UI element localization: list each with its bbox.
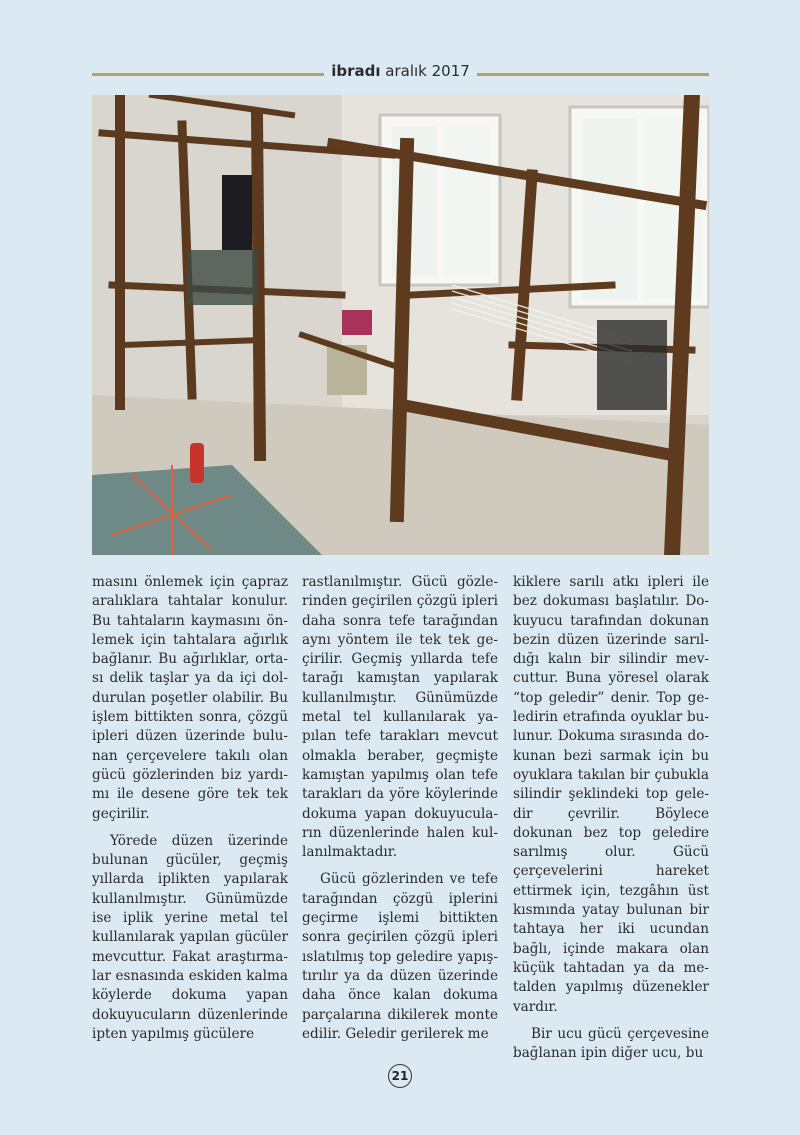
paragraph: kiklere sarılı atkı ipleri ile bez dokuması başlatılır. Dokuyucu tarafından dokunan bezin düzen üzerinde sarıldığı kalın bir silindir mevcuttur. Buna yöresel olarak “top geledir” denir. Top geledirin etrafında oyuklar bulunur. Dokuma sırasında dokunan bezi sarmak için bu oyuklara takılan bir çubukla silindir şeklindeki top geledir çevrilir. Böylece dokunan bez top geledire sarılmış olur. Gücü çerçevelerini hareket ettirmek için, tezgâhın üst kısmında yatay bulunan bir tahtaya her iki ucundan bağlı, içinde makara olan küçük tahtadan ya da metalden yapılmış düzenekler vardır.: [513, 574, 709, 1015]
text-column-2: [302, 573, 498, 1044]
paragraph: Yörede düzen üzerinde bulunan gücüler, geçmiş yıllarda iplikten yapılarak kullanılmıştır. Günümüzde ise iplik yerine metal tel kullanılarak yapılan gücüler mevcuttur. Fakat araştırmalar esnasında eskiden kalma köylerde dokuma yapan dokuyucuların düzenlerinde ipten yapılmış gücülere: [92, 832, 288, 1042]
paragraph: Gücü gözlerinden ve tefe tarağından çözgü iplerini geçirme işlemi bittikten sonra geçirilen çözgü ipleri ıslatılmış top geledire yapıştırılır ya da düzen üzerinde daha önce kalan dokuma parçalarına dikilerek monte edilir. Geledir gerilerek me: [302, 871, 498, 1042]
text-column-3: [513, 573, 709, 1063]
paragraph: masını önlemek için çapraz aralıklara tahtalar konulur. Bu tahtaların kaymasını önlemek için tahtalara ağırlık bağlanır. Bu ağırlıklar, ortası delik taşlar ya da içi doldurulan poşetler olabilir. Bu işlem bittikten sonra, çözgü ipleri düzen üzerinde bulunan çerçevelere takılı olan gücü gözlerinden biz yardımı ile desene göre tek tek geçirilir.: [92, 574, 288, 822]
issue-date: aralık 2017: [385, 62, 470, 80]
header-title: [328, 62, 473, 80]
paragraph: rastlanılmıştır. Gücü gözlerinden geçirilen çözgü ipleri daha sonra tefe tarağından aynı yöntem ile tek tek geçirilir. Geçmiş yıllarda tefe tarağı kamıştan yapılarak kullanılmıştır. Günümüzde metal tel kullanılarak yapılan tefe tarakları mevcut olmakla beraber, geçmişte kamıştan yapılmış olan tefe tarakları da yöre köylerinde dokuma yapan dokuyucuların düzenlerinde halen kullanılmaktadır.: [302, 574, 498, 861]
header-rule-left: [92, 73, 324, 76]
text-column-1: [92, 573, 288, 1044]
loom-photo-illustration: [92, 95, 709, 555]
paragraph: Bir ucu gücü çerçevesine bağlanan ipin diğer ucu, bu: [513, 1025, 709, 1062]
header-rule-right: [477, 73, 709, 76]
running-header: [92, 60, 709, 86]
page-number: 21: [388, 1064, 412, 1088]
magazine-name: ibradı: [331, 62, 381, 80]
loom-photo: [92, 95, 709, 555]
